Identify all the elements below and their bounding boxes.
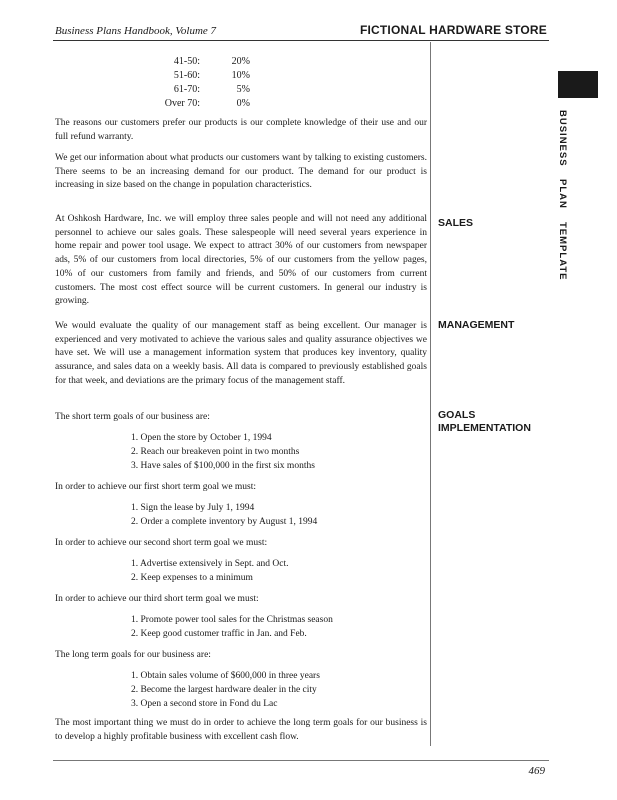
age-value: 20% [231, 56, 250, 67]
list-item: 3. Have sales of $100,000 in the first six months [131, 461, 315, 471]
business-plan-template-label [557, 110, 568, 280]
age-row [150, 69, 250, 83]
implementation-heading: IMPLEMENTATION [438, 422, 531, 434]
list-item: 2. Become the largest hardware dealer in the city [131, 685, 317, 695]
age-label: 51-60: [173, 70, 200, 81]
store-title: FICTIONAL HARDWARE STORE [359, 23, 547, 37]
footer-divider [53, 760, 549, 761]
sales-heading: SALES [438, 217, 474, 229]
second-goal-intro: In order to achieve our second short term goal we must: [55, 538, 268, 548]
list-item: 2. Order a complete inventory by August 1, 1994 [131, 517, 318, 527]
list-item: 2. Keep expenses to a minimum [131, 573, 253, 583]
short-term-intro: The short term goals of our business are: [55, 412, 210, 422]
header-divider [53, 40, 549, 41]
age-label: Over 70: [164, 98, 200, 109]
list-item: 1. Obtain sales volume of $600,000 in three years [131, 671, 320, 681]
section-tab-marker [558, 71, 598, 98]
management-paragraph: We would evaluate the quality of our management staff as being excellent. Our manager is experienced and very motivated to achieve the various sales and quality assurance objectives we have set. We will use a management information system that produces key inventory, quality assurance, and sales data on a weekly basis. All data is compared to previously established goals for that week, and deviations are the primary focus of the management staff. [55, 321, 427, 386]
list-item: 3. Open a second store in Fond du Lac [131, 699, 278, 709]
age-value: 10% [231, 70, 250, 81]
sales-paragraph: At Oshkosh Hardware, Inc. we will employ three sales people and will not need any additional personnel to achieve our sales goals. These salespeople will need several years experience in home repair and power tool usage. We expect to attract 30% of our customers from newspaper ads, 5% of our customers from local directories, 5% of our customers from the yellow pages, 10% of our customers from family and friends, and 50% of our customers from current customers. The most cost effect source will be current customers. In general our industry is growing. [55, 214, 427, 307]
tab-word: BUSINESS [557, 110, 568, 167]
age-value: 0% [236, 98, 250, 109]
list-item: 2. Reach our breakeven point in two months [131, 447, 300, 457]
age-row [150, 83, 250, 97]
list-item: 1. Advertise extensively in Sept. and Oct. [131, 559, 289, 569]
age-row [150, 97, 250, 111]
list-item: 1. Sign the lease by July 1, 1994 [131, 503, 255, 513]
first-goal-intro: In order to achieve our first short term goal we must: [55, 482, 257, 492]
age-label: 61-70: [173, 84, 200, 95]
long-term-intro: The long term goals for our business are: [55, 650, 211, 660]
reasons-paragraph: The reasons our customers prefer our products is our complete knowledge of their use and our full refund warranty. [55, 118, 427, 142]
tab-word: PLAN [557, 179, 568, 210]
age-row [150, 55, 250, 69]
list-item: 1. Open the store by October 1, 1994 [131, 433, 272, 443]
page-number: 469 [528, 765, 545, 777]
tab-word: TEMPLATE [557, 221, 568, 281]
closing-paragraph: The most important thing we must do in order to achieve the long term goals for our business is to develop a highly profitable business with excellent cash flow. [55, 718, 427, 742]
goals-heading: GOALS [438, 409, 476, 421]
handbook-title: Business Plans Handbook, Volume 7 [55, 25, 217, 37]
age-value: 5% [236, 84, 250, 95]
age-label: 41-50: [173, 56, 200, 67]
third-goal-intro: In order to achieve our third short term goal we must: [55, 594, 259, 604]
information-paragraph: We get our information about what products our customers want by talking to existing customers. There seems to be an increasing demand for our product. The demand for our product is increasing in size based on the change in population characteristics. [55, 153, 427, 191]
column-divider [430, 42, 431, 746]
list-item: 1. Promote power tool sales for the Christmas season [131, 615, 333, 625]
management-heading: MANAGEMENT [438, 319, 515, 331]
list-item: 2. Keep good customer traffic in Jan. and Feb. [131, 629, 307, 639]
